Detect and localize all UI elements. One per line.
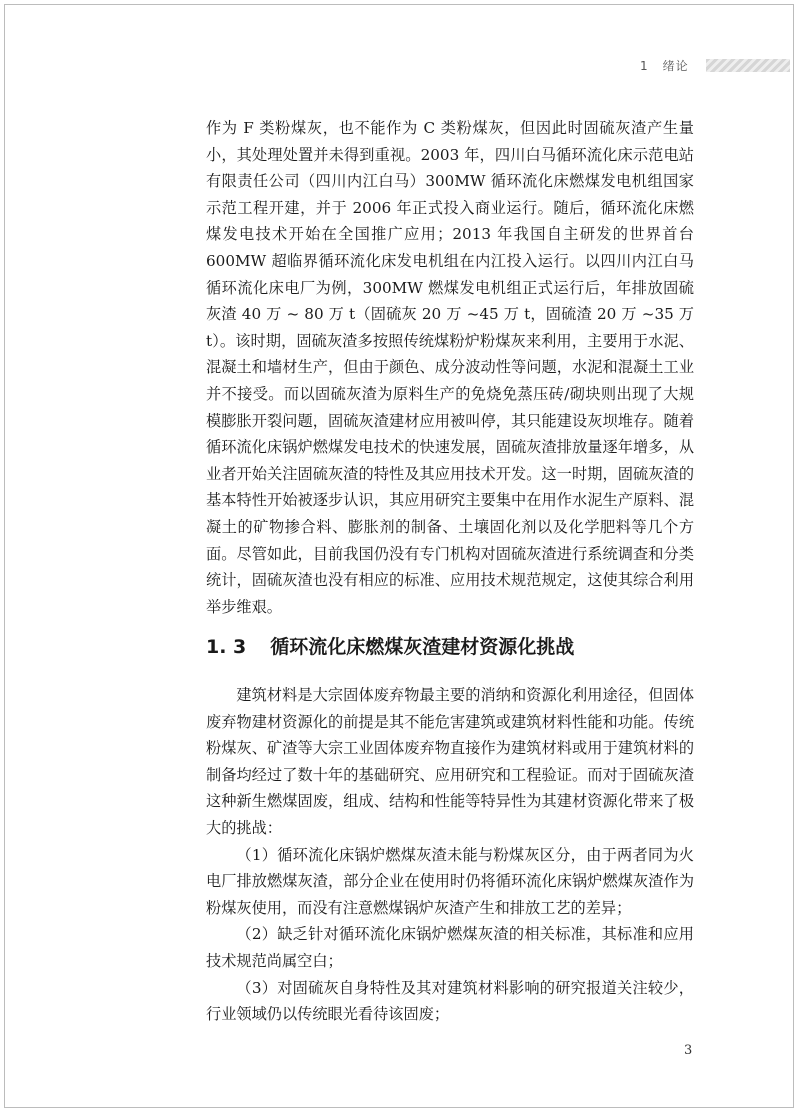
section-title: 循环流化床燃煤灰渣建材资源化挑战 bbox=[270, 636, 575, 658]
running-head bbox=[640, 57, 689, 74]
header-decoration-bar bbox=[706, 59, 790, 72]
section-heading bbox=[206, 632, 574, 659]
chapter-number: 1 bbox=[640, 59, 649, 73]
list-item: （3）对固硫灰自身特性及其对建筑材料影响的研究报道关注较少，行业领域仍以传统眼光看待该固废； bbox=[206, 978, 694, 1024]
page-number: 3 bbox=[684, 1043, 693, 1058]
section-number: 1. 3 bbox=[206, 636, 247, 658]
chapter-title: 绪论 bbox=[662, 59, 689, 73]
intro-paragraph: 作为 F 类粉煤灰，也不能作为 C 类粉煤灰，但因此时固硫灰渣产生量小，其处理处置并未得到重视。2003 年，四川白马循环流化床示范电站有限责任公司（四川内江白马）300MW 循环流化床燃煤发电机组国家示范工程开建，并于 2006 年正式投入商业运行。随后，循环流化床燃煤发电技术开始在全国推广应用；2013 年我国自主研发的世界首台 600MW 超临界循环流化床发电机组在内江投入运行。以四川内江白马循环流化床电厂为例，300MW 燃煤发电机组正式运行后，年排放固硫灰渣 40 万 ~ 80 万 t（固硫灰 20 万 ~45 万 t，固硫渣 20 万 ~35 万 t）。该时期，固硫灰渣多按照传统煤粉炉粉煤灰来利用，主要用于水泥、混凝土和墙材生产，但由于颜色、成分波动性等问题，水泥和混凝土工业并不接受。而以固硫灰渣为原料生产的免烧免蒸压砖/砌块则出现了大规模膨胀开裂问题，固硫灰渣建材应用被叫停，其只能建设灰坝堆存。随着循环流化床锅炉燃煤发电技术的快速发展，固硫灰渣排放量逐年增多，从业者开始关注固硫灰渣的特性及其应用技术开发。这一时期，固硫灰渣的基本特性开始被逐步认识，其应用研究主要集中在用作水泥生产原料、混凝土的矿物掺合料、膨胀剂的制备、土壤固化剂以及化学肥料等几个方面。尽管如此，目前我国仍没有专门机构对固硫灰渣进行系统调查和分类统计，固硫灰渣也没有相应的标准、应用技术规范规定，这使其综合利用举步维艰。 bbox=[206, 119, 694, 616]
section-paragraph: 建筑材料是大宗固体废弃物最主要的消纳和资源化利用途径，但固体废弃物建材资源化的前提是其不能危害建筑或建筑材料性能和功能。传统粉煤灰、矿渣等大宗工业固体废弃物直接作为建筑材料或用于建筑材料的制备均经过了数十年的基础研究、应用研究和工程验证。而对于固硫灰渣这种新生燃煤固废，组成、结构和性能等特异性为其建材资源化带来了极大的挑战： bbox=[206, 686, 694, 837]
section-body bbox=[206, 682, 694, 1028]
list-item: （2）缺乏针对循环流化床锅炉燃煤灰渣的相关标准，其标准和应用技术规范尚属空白； bbox=[206, 925, 694, 970]
list-item: （1）循环流化床锅炉燃煤灰渣未能与粉煤灰区分，由于两者同为火电厂排放燃煤灰渣，部分企业在使用时仍将循环流化床锅炉燃煤灰渣作为粉煤灰使用，而没有注意燃煤锅炉灰渣产生和排放工艺的差异； bbox=[206, 845, 694, 917]
